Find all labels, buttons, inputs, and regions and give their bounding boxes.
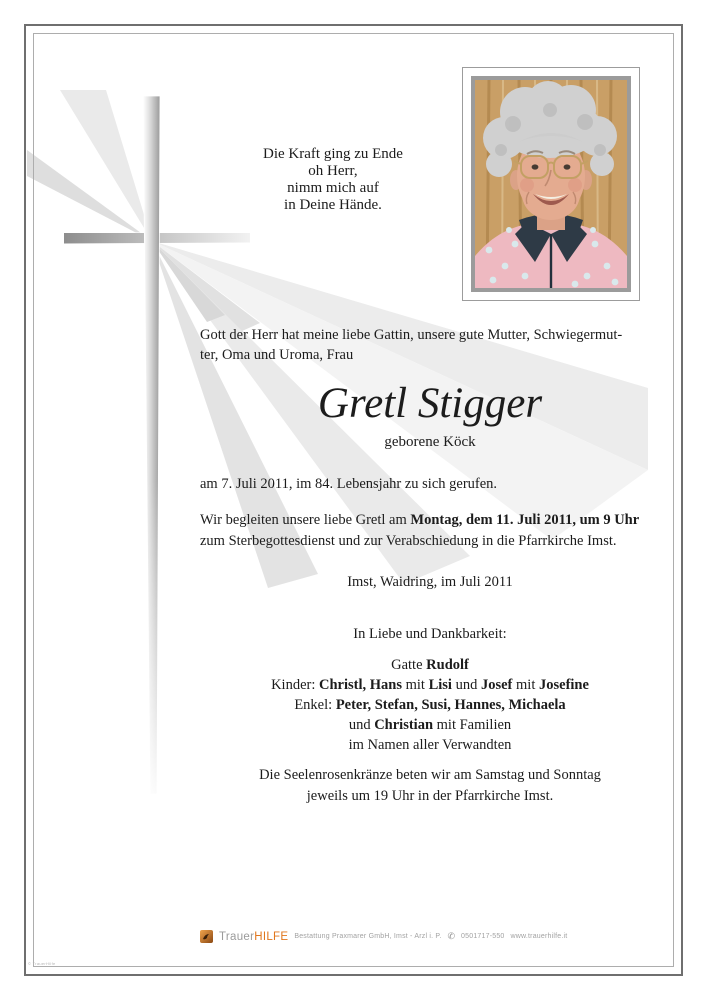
family-line-husband xyxy=(200,655,660,675)
rosary-line-2: jeweils um 19 Uhr in der Pfarrkirche Imst. xyxy=(306,788,554,804)
family-text: Enkel: xyxy=(294,697,336,713)
family-line-grandchildren xyxy=(200,695,660,715)
trauerhilfe-logo-icon xyxy=(200,930,213,943)
phone-number: 0501717-550 xyxy=(461,933,505,940)
deceased-name: Gretl Stigger xyxy=(317,380,543,427)
family-text: mit xyxy=(512,677,539,693)
family-list xyxy=(200,655,660,755)
website-url: www.trauerhilfe.it xyxy=(510,933,568,940)
family-name: Lisi xyxy=(428,677,452,693)
funeral-datetime: Montag, dem 11. Juli 2011, um 9 Uhr xyxy=(410,512,640,528)
intro-line-2: ter, Oma und Uroma, Frau xyxy=(200,347,354,363)
family-line-children xyxy=(200,675,660,695)
memorial-verse xyxy=(238,146,428,214)
verse-line: Die Kraft ging zu Ende xyxy=(263,146,403,162)
rosary-line-1: Die Seelenrosenkränze beten wir am Samstag und Sonntag xyxy=(259,767,601,783)
intro-paragraph xyxy=(200,325,660,365)
family-line-grandchildren-2 xyxy=(200,715,660,735)
family-name: Josefine xyxy=(538,677,589,693)
family-name: Peter, Stefan, Susi, Hannes, Michaela xyxy=(335,697,566,713)
company-info: Bestattung Praxmarer GmbH, Imst - Arzl i. P. xyxy=(294,933,442,940)
family-text: Kinder: xyxy=(271,677,319,693)
portrait-elderly-woman xyxy=(475,80,627,288)
family-line-relatives: im Namen aller Verwandten xyxy=(348,737,512,753)
funeral-line-2: zum Sterbegottesdienst und zur Verabschiedung in die Pfarrkirche Imst. xyxy=(200,533,617,549)
death-date-line: am 7. Juli 2011, im 84. Lebensjahr zu sich gerufen. xyxy=(200,476,498,492)
portrait-photo-frame xyxy=(462,67,640,301)
maiden-name: geborene Köck xyxy=(384,434,476,450)
intro-line-1: Gott der Herr hat meine liebe Gattin, unsere gute Mutter, Schwiegermut- xyxy=(200,327,623,343)
funeral-home-footer xyxy=(200,930,567,943)
funeral-line-1 xyxy=(200,510,660,531)
funeral-text: Wir begleiten unsere liebe Gretl am xyxy=(200,512,411,528)
family-name: Rudolf xyxy=(426,657,469,673)
brand-trauer: Trauer xyxy=(219,930,255,943)
family-text: und xyxy=(451,677,481,693)
gratitude-line: In Liebe und Dankbarkeit: xyxy=(353,626,507,642)
family-text: und xyxy=(348,717,375,733)
rosary-paragraph xyxy=(200,765,660,807)
brand-hilfe: HILFE xyxy=(254,930,289,943)
verse-line: oh Herr, xyxy=(308,163,358,179)
brand-wordmark xyxy=(219,931,288,943)
family-name: Christian xyxy=(374,717,434,733)
family-text: mit xyxy=(402,677,429,693)
place-and-date: Imst, Waidring, im Juli 2011 xyxy=(347,574,513,590)
family-text: mit Familien xyxy=(433,717,512,733)
family-name: Christl, Hans xyxy=(319,677,402,693)
portrait-photo xyxy=(471,76,631,292)
copyright-small-print: © TrauerHilfe xyxy=(28,961,56,966)
verse-line: in Deine Hände. xyxy=(284,197,382,213)
phone-icon: ✆ xyxy=(447,931,456,941)
family-text: Gatte xyxy=(391,657,427,673)
family-name: Josef xyxy=(480,677,513,693)
funeral-paragraph xyxy=(200,510,660,552)
verse-line: nimm mich auf xyxy=(287,180,379,196)
